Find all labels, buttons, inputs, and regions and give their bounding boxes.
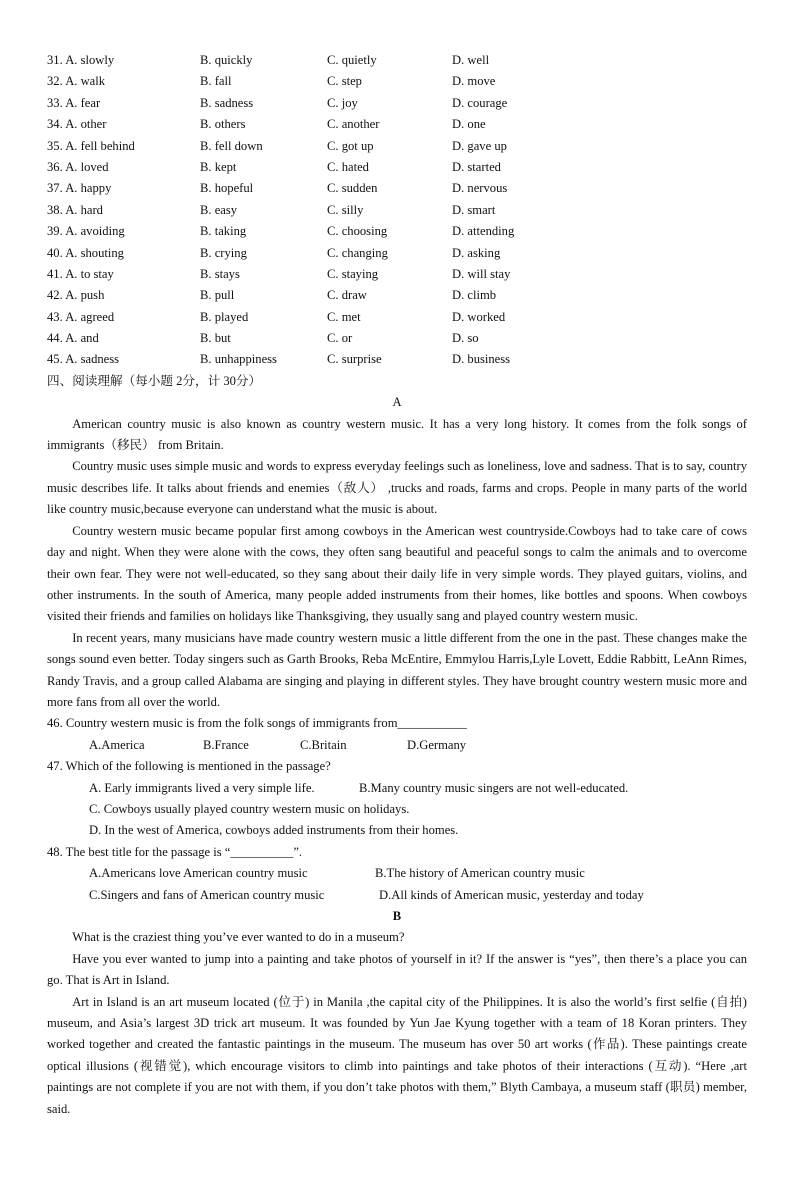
- question-47-options: [47, 778, 747, 799]
- option-row: 36. A. loved B. kept C. hated D. started: [47, 159, 501, 174]
- q48-option: B.The history of American country music: [375, 866, 585, 881]
- question-46: 46. Country western music is from the folk songs of immigrants from___________: [47, 716, 467, 731]
- exam-page: [47, 50, 747, 1120]
- option-row: 35. A. fell behind B. fell down C. got up D. gave up: [47, 138, 507, 153]
- q46-option: C.Britain: [300, 737, 347, 752]
- q48-option: A.Americans love American country music: [89, 866, 308, 881]
- q47-option: A. Early immigrants lived a very simple life.: [89, 780, 315, 795]
- passage-b-paragraph: Have you ever wanted to jump into a painting and take photos of yourself in it? If the answer is “yes”, then there’s a place you can go. That is Art in Island.: [47, 951, 747, 988]
- option-row: 33. A. fear B. sadness C. joy D. courage: [47, 95, 508, 110]
- passage-b-label: B: [392, 908, 402, 923]
- q47-option: D. In the west of America, cowboys added instruments from their homes.: [89, 823, 459, 838]
- passage-a-paragraph: American country music is also known as country western music. It has a very long history. It comes from the folk songs of immigrants（移民） from Britain.: [47, 416, 747, 453]
- q46-option: D.Germany: [407, 737, 467, 752]
- option-row: 38. A. hard B. easy C. silly D. smart: [47, 202, 496, 217]
- passage-b-paragraph: Art in Island is an art museum located (位于) in Manila ,the capital city of the Philippines. It is also the world’s first selfie (自拍) museum, and Asia’s largest 3D trick art museum. It was founded by Yun Jae Kyung together with a team of 18 Koran printers. They worked together and created the fantastic paintings in the museum. The museum has over 50 art works (作品). These paintings create optical illusions (视错觉), which encourage visitors to climb into paintings and take photos of their interactions (互动). “Here ,art paintings are not complete if you are not with them, if you don’t take photos with them,” Blyth Cambaya, a museum staff (职员) member, said.: [47, 994, 747, 1116]
- option-row: 44. A. and B. but C. or D. so: [47, 331, 479, 346]
- option-row: 37. A. happy B. hopeful C. sudden D. nervous: [47, 181, 508, 196]
- passage-a-paragraph: Country music uses simple music and words to express everyday feelings such as loneliness, love and sadness. That is to say, country music describes life. It talks about friends and enemies（敌人） ,trucks and roads, farms and crops. People in many parts of the world like country music,because everyone can understand what the music is about.: [47, 459, 747, 517]
- question-48-options: [47, 885, 747, 906]
- option-row: 41. A. to stay B. stays C. staying D. will stay: [47, 266, 511, 281]
- option-row: 43. A. agreed B. played C. met D. worked: [47, 309, 506, 324]
- option-row: 34. A. other B. others C. another D. one: [47, 117, 486, 132]
- passage-a-paragraph: In recent years, many musicians have made country western music a little different from the one in the past. These changes make the songs sound even better. Today singers such as Garth Brooks, Reba McEntire, Emmylou Harris,Lyle Lovett, Eddie Rabbitt, LeAnn Rimes, Randy Travis, and a group called Alabama are singing and playing in different styles. They have brought country western music more and more fans from all over the world.: [47, 630, 747, 709]
- question-48-options: [47, 863, 747, 884]
- q47-option: C. Cowboys usually played country western music on holidays.: [89, 801, 410, 816]
- question-47: 47. Which of the following is mentioned in the passage?: [47, 759, 331, 774]
- passage-a-label: A: [392, 395, 402, 410]
- q48-option: C.Singers and fans of American country music: [89, 887, 325, 902]
- option-row: 42. A. push B. pull C. draw D. climb: [47, 288, 497, 303]
- section-title: 四、阅读理解（每小题 2分，计 30分）: [47, 373, 262, 388]
- q46-option: A.America: [89, 737, 145, 752]
- question-46-options: [47, 735, 747, 756]
- option-row: 32. A. walk B. fall C. step D. move: [47, 74, 496, 89]
- passage-b-paragraph: What is the craziest thing you’ve ever wanted to do in a museum?: [72, 930, 405, 945]
- option-row: 40. A. shouting B. crying C. changing D. asking: [47, 245, 501, 260]
- cloze-options: [47, 50, 747, 371]
- q47-option: B.Many country music singers are not well-educated.: [359, 780, 629, 795]
- passage-a-paragraph: Country western music became popular first among cowboys in the American west countryside.Cowboys had to take care of cows day and night. When they were alone with the cows, they often sang beautiful and peaceful songs to calm the animals and to overcome their own fear. They were not well-educated, so they sang about their daily life in very simple words. They played guitars, violins, and other instruments. In the south of America, many people added instruments from their homes, like bottles and spoons. When cowboys visited their friends and families on holidays like Thanksgiving, they usually sang and played country western music.: [47, 523, 747, 624]
- q48-option: D.All kinds of American music, yesterday and today: [379, 887, 644, 902]
- q46-option: B.France: [203, 737, 249, 752]
- option-row: 39. A. avoiding B. taking C. choosing D. attending: [47, 224, 515, 239]
- option-row: 45. A. sadness B. unhappiness C. surprise D. business: [47, 352, 511, 367]
- question-48: 48. The best title for the passage is “__________”.: [47, 844, 303, 859]
- option-row: 31. A. slowly B. quickly C. quietly D. well: [47, 53, 490, 67]
